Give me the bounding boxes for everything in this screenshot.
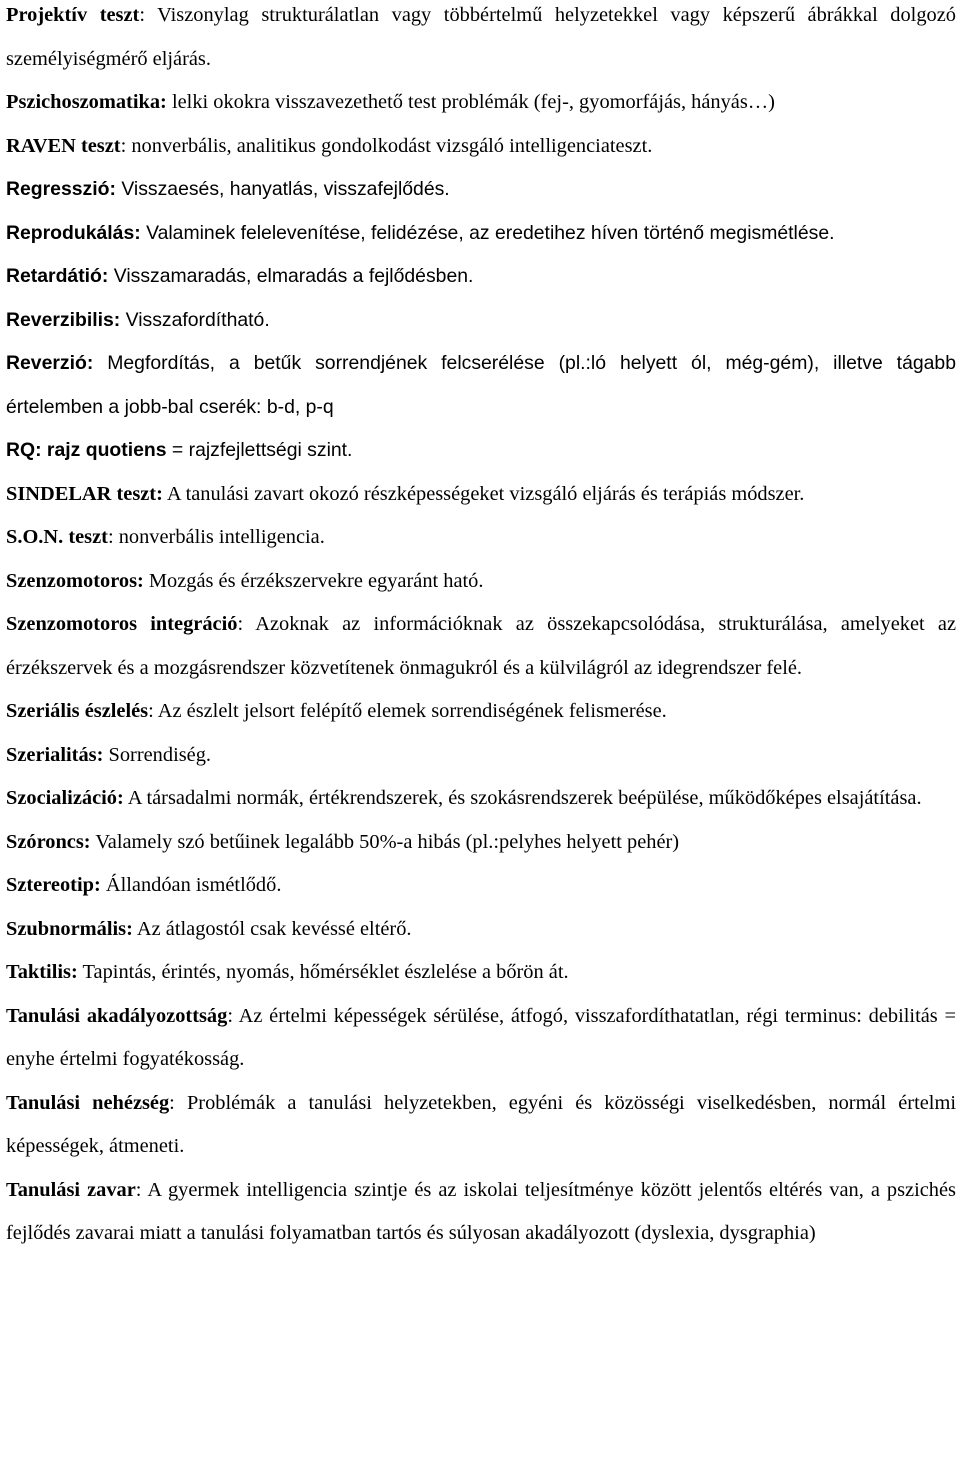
glossary-entry xyxy=(6,429,956,473)
glossary-definition: Sorrendiség. xyxy=(108,743,212,766)
glossary-entry xyxy=(6,255,956,299)
glossary-term: Szóroncs: xyxy=(6,830,91,853)
glossary-definition: Viszonylag strukturálatlan vagy többértelmű helyzetekkel vagy képszerű ábrákkal dolgozó személyiségmérő eljárás. xyxy=(6,4,956,70)
glossary-entry xyxy=(6,821,956,865)
glossary-entry xyxy=(6,1082,956,1169)
glossary-entry xyxy=(6,299,956,343)
glossary-term: Regresszió: xyxy=(6,178,116,200)
glossary-entry xyxy=(6,81,956,125)
glossary-term: Reverzió: xyxy=(6,352,94,374)
glossary-entry xyxy=(6,908,956,952)
term-separator: : xyxy=(120,134,132,157)
glossary-term: Szubnormális: xyxy=(6,917,133,940)
glossary-term: Pszichoszomatika: xyxy=(6,91,167,113)
glossary-entry xyxy=(6,516,956,560)
glossary-entry xyxy=(6,951,956,995)
glossary-entry xyxy=(6,1169,956,1256)
term-separator: : xyxy=(237,613,256,635)
glossary-definition: Valamely szó betűinek legalább 50%-a hibás (pl.:pelyhes helyett pehér) xyxy=(95,830,680,853)
glossary-definition: A gyermek intelligencia szintje és az iskolai teljesítménye között jelentős eltérés van, a pszichés fejlődés zavarai miatt a tanulási folyamatban tartós és súlyosan akadályozott (dyslexia, dysgraphia) xyxy=(6,1178,956,1244)
glossary-term: Szocializáció: xyxy=(6,787,124,809)
glossary-entry xyxy=(6,560,956,604)
glossary-definition: nonverbális intelligencia. xyxy=(118,526,325,548)
glossary-term: Szeriális észlelés xyxy=(6,700,149,722)
glossary-definition: A tanulási zavart okozó részképességeket vizsgáló eljárás és terápiás módszer. xyxy=(166,482,805,505)
glossary-page xyxy=(6,0,956,1256)
glossary-entry xyxy=(6,342,956,429)
glossary-entry xyxy=(6,168,956,212)
glossary-term: Szerialitás: xyxy=(6,743,104,766)
glossary-term: Projektív teszt xyxy=(6,4,140,26)
glossary-entry xyxy=(6,995,956,1082)
glossary-term: Taktilis: xyxy=(6,961,78,983)
term-separator: : xyxy=(107,526,119,548)
glossary-definition: Állandóan ismétlődő. xyxy=(105,874,282,896)
term-separator: : xyxy=(148,700,158,722)
glossary-definition: Megfordítás, a betűk sorrendjének felcserélése (pl.:ló helyett ól, még-gém), illetve tágabb értelemben a jobb-bal cserék: b-d, p-q xyxy=(6,352,956,418)
glossary-entry xyxy=(6,777,956,821)
glossary-entry xyxy=(6,864,956,908)
glossary-term: SINDELAR teszt: xyxy=(6,482,163,505)
glossary-definition: Az észlelt jelsort felépítő elemek sorrendiségének felismerése. xyxy=(157,700,667,722)
glossary-entry xyxy=(6,212,956,256)
glossary-definition: = rajzfejlettségi szint. xyxy=(171,439,353,461)
glossary-term: Tanulási nehézség xyxy=(6,1091,170,1114)
glossary-entry xyxy=(6,603,956,690)
glossary-definition: Az átlagostól csak kevéssé eltérő. xyxy=(136,917,412,940)
glossary-definition: A társadalmi normák, értékrendszerek, és szokásrendszerek beépülése, működőképes elsajátítása. xyxy=(127,787,922,809)
term-separator: : xyxy=(227,1004,239,1027)
glossary-term: Szenzomotoros integráció xyxy=(6,613,238,635)
glossary-term: Tanulási zavar xyxy=(6,1178,136,1201)
glossary-entry xyxy=(6,125,956,169)
glossary-term: S.O.N. teszt xyxy=(6,526,108,548)
glossary-entry xyxy=(6,473,956,517)
term-separator: : xyxy=(135,1178,148,1201)
glossary-definition: Visszafordítható. xyxy=(125,308,270,331)
glossary-definition: Tapintás, érintés, nyomás, hőmérséklet észlelése a bőrön át. xyxy=(82,961,569,983)
glossary-term: Retardátió: xyxy=(6,265,109,287)
glossary-definition: Visszamaradás, elmaradás a fejlődésben. xyxy=(113,265,474,287)
glossary-term: Reverzibilis: xyxy=(6,308,121,331)
glossary-term: RQ: rajz quotiens xyxy=(6,439,167,461)
glossary-definition: Mozgás és érzékszervekre egyaránt ható. xyxy=(148,569,484,592)
term-separator xyxy=(93,352,107,374)
glossary-entry xyxy=(6,0,956,81)
glossary-term: Szenzomotoros: xyxy=(6,569,144,592)
glossary-definition: lelki okokra visszavezethető test problémák (fej-, gyomorfájás, hányás…) xyxy=(171,91,775,113)
glossary-definition: Visszaesés, hanyatlás, visszafejlődés. xyxy=(121,178,450,200)
glossary-term: Tanulási akadályozottság xyxy=(6,1004,228,1027)
glossary-term: Reprodukálás: xyxy=(6,221,141,244)
glossary-term: Sztereotip: xyxy=(6,874,101,896)
glossary-definition: nonverbális, analitikus gondolkodást vizsgáló intelligenciateszt. xyxy=(131,134,653,157)
glossary-term: RAVEN teszt xyxy=(6,134,121,157)
glossary-entry xyxy=(6,690,956,734)
glossary-definition: Problémák a tanulási helyzetekben, egyéni és közösségi viselkedésben, normál értelmi képességek, átmeneti. xyxy=(6,1091,956,1157)
glossary-definition: Azoknak az információknak az összekapcsolódása, strukturálása, amelyeket az érzékszervek és a mozgásrendszer közvetítenek önmagukról és a külvilágról az idegrendszer felé. xyxy=(6,613,956,679)
glossary-definition: Valaminek felelevenítése, felidézése, az eredetihez híven történő megismétlése. xyxy=(146,221,835,244)
term-separator: : xyxy=(169,1091,187,1114)
glossary-list xyxy=(6,0,956,1256)
term-separator: : xyxy=(139,4,158,26)
glossary-entry xyxy=(6,734,956,778)
glossary-definition: Az értelmi képességek sérülése, átfogó, visszafordíthatatlan, régi terminus: debilitás = enyhe értelmi fogyatékosság. xyxy=(6,1004,956,1070)
